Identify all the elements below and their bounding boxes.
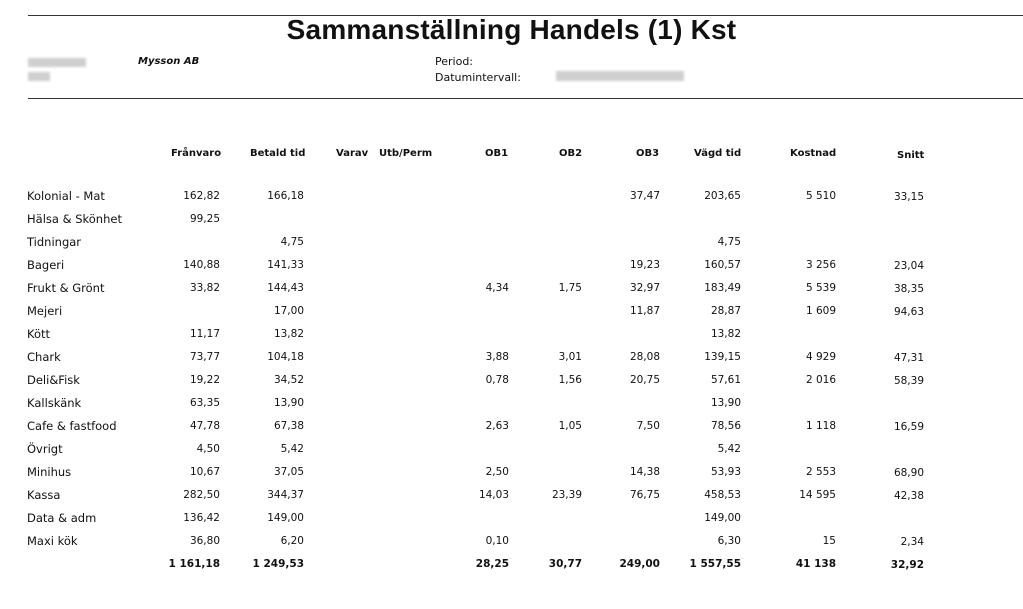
column-header-varav: Varav: [336, 148, 369, 159]
cell-franvaro: 10,67: [189, 466, 220, 478]
cell-betald: 34,52: [273, 374, 304, 386]
column-header-kostnad: Kostnad: [790, 148, 837, 159]
period-label: Period:: [435, 55, 474, 68]
cell-vagd: 28,87: [710, 305, 741, 317]
cell-ob1: 0,78: [485, 374, 509, 386]
total-ob1: 28,25: [475, 558, 509, 570]
cell-kostnad: 1 118: [805, 420, 836, 432]
total-ob2: 30,77: [548, 558, 582, 570]
cell-ob1: 2,63: [485, 420, 509, 432]
redacted-field: [28, 58, 86, 67]
cell-franvaro: 19,22: [189, 374, 220, 386]
cell-ob1: 0,10: [485, 535, 509, 547]
cell-franvaro: 99,25: [189, 213, 220, 225]
row-label: Mejeri: [27, 304, 63, 318]
column-header-ob3: OB3: [636, 148, 660, 159]
cell-ob2: 1,05: [558, 420, 582, 432]
cell-franvaro: 162,82: [183, 190, 220, 202]
cell-ob3: 20,75: [629, 374, 660, 386]
cell-franvaro: 33,82: [189, 282, 220, 294]
row-label: Maxi kök: [27, 534, 78, 548]
cell-vagd: 149,00: [704, 512, 741, 524]
total-kostnad: 41 138: [795, 558, 836, 570]
row-label: Bageri: [27, 258, 65, 272]
cell-snitt: 23,04: [893, 260, 924, 272]
cell-ob3: 11,87: [629, 305, 660, 317]
cell-betald: 144,43: [267, 282, 304, 294]
cell-kostnad: 2 016: [805, 374, 836, 386]
cell-ob3: 7,50: [636, 420, 660, 432]
company-name: Mysson AB: [138, 56, 200, 67]
cell-kostnad: 5 539: [805, 282, 836, 294]
column-header-ob1: OB1: [485, 148, 509, 159]
report-title: Sammanställning Handels (1) Kst: [286, 14, 737, 45]
cell-vagd: 4,75: [717, 236, 741, 248]
cell-betald: 344,37: [267, 489, 304, 501]
row-label: Övrigt: [27, 442, 63, 456]
cell-vagd: 5,42: [717, 443, 741, 455]
cell-vagd: 53,93: [710, 466, 741, 478]
cell-betald: 4,75: [280, 236, 304, 248]
cell-ob1: 14,03: [478, 489, 509, 501]
cell-kostnad: 3 256: [805, 259, 836, 271]
column-header-franvaro: Frånvaro: [171, 148, 222, 159]
cell-ob1: 2,50: [485, 466, 509, 478]
column-header-vagd-tid: Vägd tid: [694, 148, 742, 159]
cell-ob1: 4,34: [485, 282, 509, 294]
cell-betald: 149,00: [267, 512, 304, 524]
cell-kostnad: 14 595: [799, 489, 836, 501]
cell-kostnad: 5 510: [805, 190, 836, 202]
cell-kostnad: 15: [822, 535, 836, 547]
cell-betald: 166,18: [267, 190, 304, 202]
cell-vagd: 160,57: [704, 259, 741, 271]
cell-snitt: 58,39: [893, 375, 924, 387]
cell-ob3: 28,08: [629, 351, 660, 363]
cell-betald: 13,82: [273, 328, 304, 340]
cell-franvaro: 63,35: [189, 397, 220, 409]
column-header-snitt: Snitt: [897, 150, 925, 161]
cell-franvaro: 4,50: [196, 443, 220, 455]
cell-betald: 104,18: [267, 351, 304, 363]
row-label: Kolonial - Mat: [27, 189, 105, 203]
cell-snitt: 68,90: [893, 467, 924, 479]
cell-snitt: 2,34: [900, 536, 924, 548]
cell-vagd: 203,65: [704, 190, 741, 202]
cell-franvaro: 47,78: [189, 420, 220, 432]
row-label: Kött: [27, 327, 51, 341]
cell-betald: 13,90: [273, 397, 304, 409]
cell-ob2: 1,75: [558, 282, 582, 294]
cell-ob2: 1,56: [558, 374, 582, 386]
row-label: Frukt & Grönt: [27, 281, 105, 295]
row-label: Kallskänk: [27, 396, 82, 410]
total-franvaro: 1 161,18: [168, 558, 220, 570]
cell-ob1: 3,88: [485, 351, 509, 363]
cell-vagd: 13,90: [710, 397, 741, 409]
cell-kostnad: 4 929: [805, 351, 836, 363]
cell-snitt: 33,15: [893, 191, 924, 203]
date-interval-label: Datumintervall:: [435, 71, 521, 84]
cell-betald: 6,20: [280, 535, 304, 547]
row-label: Hälsa & Skönhet: [27, 212, 122, 226]
total-ob3: 249,00: [619, 558, 660, 570]
cell-snitt: 94,63: [893, 306, 924, 318]
cell-snitt: 47,31: [893, 352, 924, 364]
cell-vagd: 78,56: [710, 420, 741, 432]
cell-ob3: 19,23: [629, 259, 660, 271]
total-betald: 1 249,53: [252, 558, 304, 570]
cell-snitt: 16,59: [893, 421, 924, 433]
cell-ob3: 32,97: [629, 282, 660, 294]
cell-ob2: 23,39: [551, 489, 582, 501]
row-label: Chark: [27, 350, 61, 364]
row-label: Kassa: [27, 488, 61, 502]
row-label: Cafe & fastfood: [27, 419, 117, 433]
cell-ob2: 3,01: [558, 351, 582, 363]
cell-franvaro: 73,77: [189, 351, 220, 363]
cell-franvaro: 140,88: [183, 259, 220, 271]
total-snitt: 32,92: [890, 559, 924, 571]
cell-snitt: 38,35: [893, 283, 924, 295]
cell-kostnad: 1 609: [805, 305, 836, 317]
cell-franvaro: 11,17: [189, 328, 220, 340]
cell-ob3: 37,47: [629, 190, 660, 202]
header-divider: [28, 98, 1023, 99]
row-label: Deli&Fisk: [27, 373, 80, 387]
cell-vagd: 458,53: [704, 489, 741, 501]
cell-vagd: 183,49: [704, 282, 741, 294]
cell-ob3: 76,75: [629, 489, 660, 501]
column-header-utb-perm: Utb/Perm: [379, 148, 433, 159]
cell-franvaro: 136,42: [183, 512, 220, 524]
cell-betald: 67,38: [273, 420, 304, 432]
cell-betald: 17,00: [273, 305, 304, 317]
cell-ob3: 14,38: [629, 466, 660, 478]
cell-betald: 141,33: [267, 259, 304, 271]
cell-vagd: 139,15: [704, 351, 741, 363]
row-label: Minihus: [27, 465, 72, 479]
row-label: Tidningar: [27, 235, 82, 249]
cell-betald: 5,42: [280, 443, 304, 455]
redacted-date-interval: [556, 71, 684, 81]
total-vagd: 1 557,55: [689, 558, 741, 570]
cell-vagd: 13,82: [710, 328, 741, 340]
cell-franvaro: 282,50: [183, 489, 220, 501]
cell-betald: 37,05: [273, 466, 304, 478]
cell-vagd: 6,30: [717, 535, 741, 547]
column-header-betald-tid: Betald tid: [250, 148, 306, 159]
row-label: Data & adm: [27, 511, 97, 525]
cell-snitt: 42,38: [893, 490, 924, 502]
cell-kostnad: 2 553: [805, 466, 836, 478]
redacted-field: [28, 72, 50, 81]
cell-franvaro: 36,80: [189, 535, 220, 547]
cell-vagd: 57,61: [710, 374, 741, 386]
column-header-ob2: OB2: [559, 148, 583, 159]
